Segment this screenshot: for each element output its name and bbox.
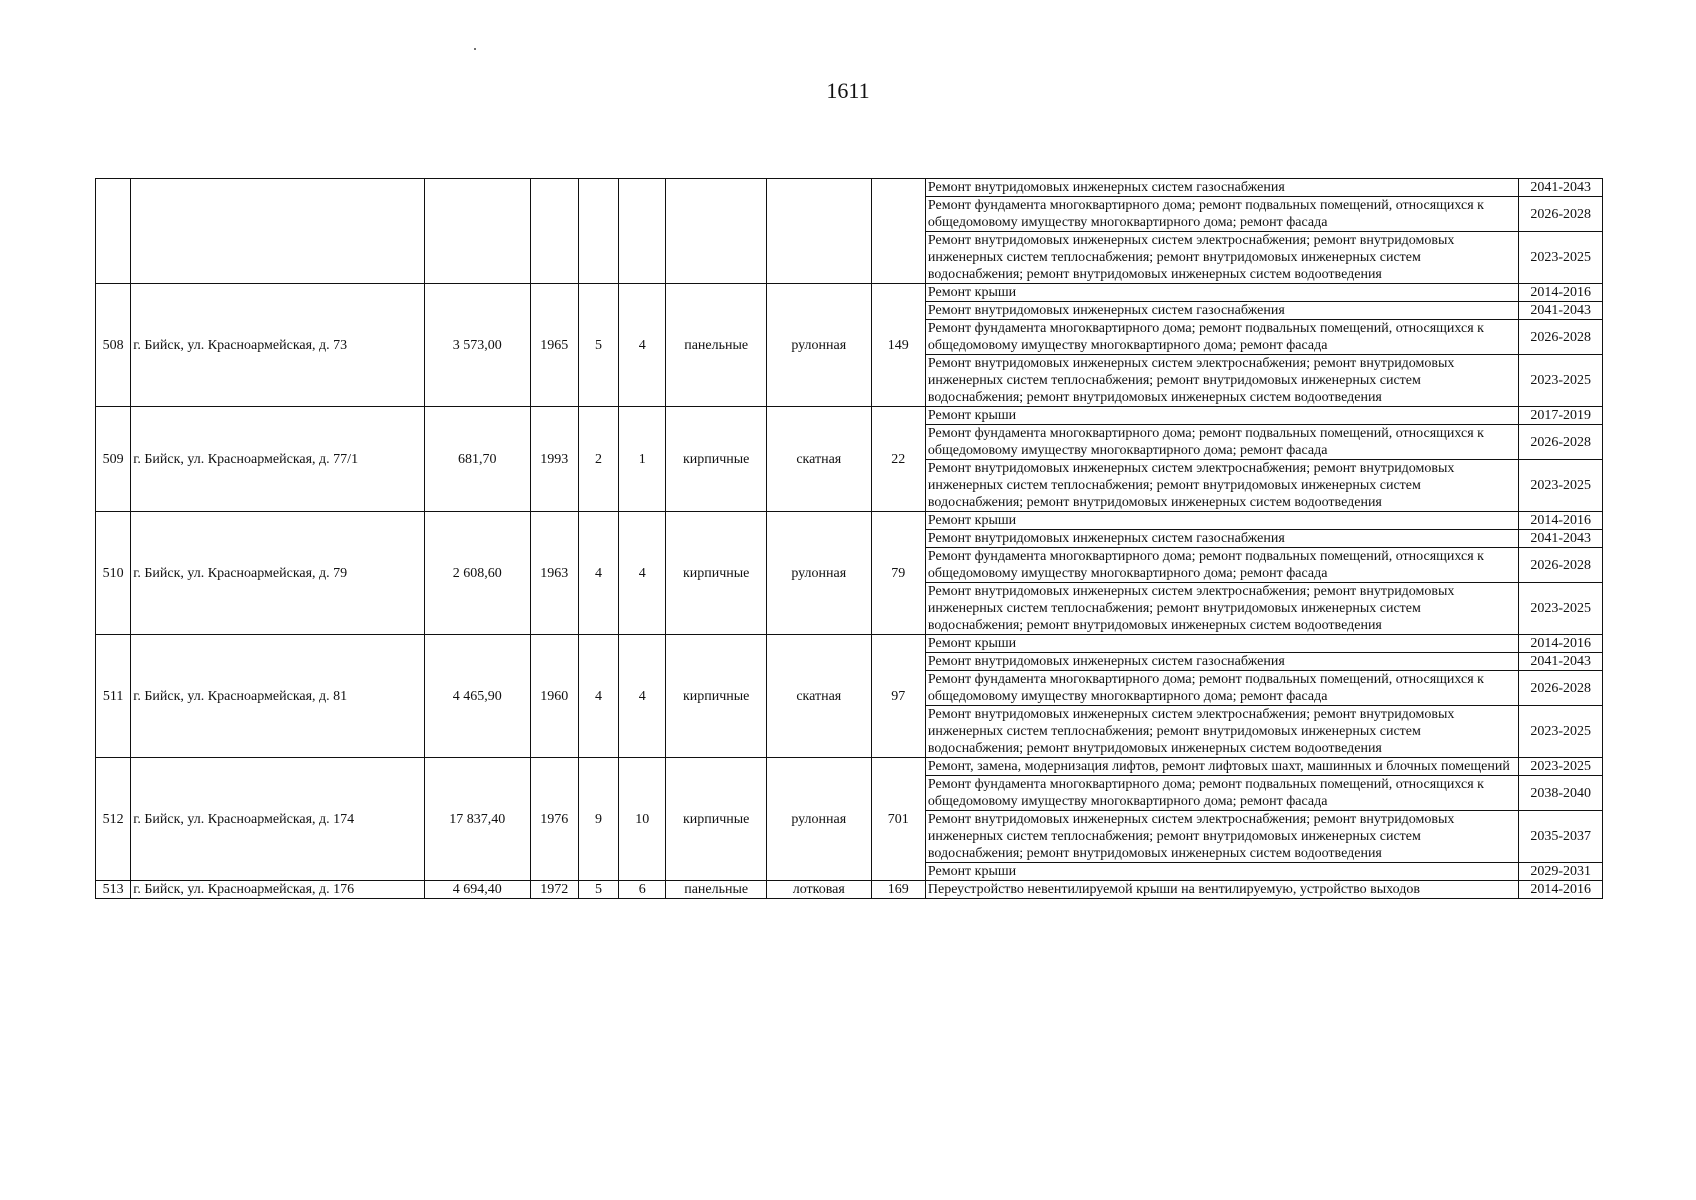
- building-number: 508: [96, 284, 131, 407]
- building-number: 509: [96, 407, 131, 512]
- work-description: Ремонт внутридомовых инженерных систем газоснабжения: [925, 653, 1519, 671]
- table-body: [96, 179, 1603, 899]
- work-period: 2035-2037: [1519, 811, 1603, 863]
- scan-speck: [474, 48, 476, 50]
- wall-material: кирпичные: [666, 758, 767, 881]
- building-year: 1976: [530, 758, 578, 881]
- table-row: [96, 512, 1603, 530]
- roof-type: рулонная: [766, 758, 871, 881]
- residents-count: 79: [871, 512, 925, 635]
- work-period: 2023-2025: [1519, 355, 1603, 407]
- work-description: Ремонт фундамента многоквартирного дома; ремонт подвальных помещений, относящихся к общедомовому имуществу многоквартирного дома; ремонт фасада: [925, 197, 1519, 232]
- building-address: г. Бийск, ул. Красноармейская, д. 174: [131, 758, 425, 881]
- work-period: 2041-2043: [1519, 179, 1603, 197]
- building-area: 3 573,00: [424, 284, 530, 407]
- building-year: 1993: [530, 407, 578, 512]
- building-address: г. Бийск, ул. Красноармейская, д. 176: [131, 881, 425, 899]
- work-period: 2026-2028: [1519, 425, 1603, 460]
- building-address: г. Бийск, ул. Красноармейская, д. 79: [131, 512, 425, 635]
- work-description: Ремонт внутридомовых инженерных систем электроснабжения; ремонт внутридомовых инженерных систем теплоснабжения; ремонт внутридомовых инженерных систем водоснабжения; ремонт внутридомовых инженерных систем водоотведения: [925, 811, 1519, 863]
- building-number: [96, 179, 131, 284]
- roof-type: скатная: [766, 635, 871, 758]
- work-period: 2041-2043: [1519, 302, 1603, 320]
- building-year: 1963: [530, 512, 578, 635]
- building-area: 4 465,90: [424, 635, 530, 758]
- building-area: 17 837,40: [424, 758, 530, 881]
- table-row: [96, 179, 1603, 197]
- wall-material: [666, 179, 767, 284]
- work-description: Ремонт внутридомовых инженерных систем газоснабжения: [925, 179, 1519, 197]
- work-period: 2029-2031: [1519, 863, 1603, 881]
- residents-count: 169: [871, 881, 925, 899]
- wall-material: кирпичные: [666, 512, 767, 635]
- roof-type: рулонная: [766, 284, 871, 407]
- building-floors: 9: [578, 758, 618, 881]
- work-period: 2014-2016: [1519, 284, 1603, 302]
- work-description: Ремонт крыши: [925, 635, 1519, 653]
- wall-material: панельные: [666, 284, 767, 407]
- building-entrances: 4: [619, 635, 666, 758]
- page-number: 1611: [826, 78, 870, 103]
- work-period: 2017-2019: [1519, 407, 1603, 425]
- building-year: 1972: [530, 881, 578, 899]
- work-description: Ремонт крыши: [925, 284, 1519, 302]
- roof-type: рулонная: [766, 512, 871, 635]
- building-number: 510: [96, 512, 131, 635]
- building-entrances: 1: [619, 407, 666, 512]
- building-floors: 4: [578, 512, 618, 635]
- roof-type: [766, 179, 871, 284]
- table-row: [96, 758, 1603, 776]
- building-floors: 5: [578, 284, 618, 407]
- table-row: [96, 635, 1603, 653]
- building-number: 513: [96, 881, 131, 899]
- building-entrances: 4: [619, 284, 666, 407]
- roof-type: лотковая: [766, 881, 871, 899]
- wall-material: панельные: [666, 881, 767, 899]
- work-description: Ремонт фундамента многоквартирного дома; ремонт подвальных помещений, относящихся к общедомовому имуществу многоквартирного дома; ремонт фасада: [925, 548, 1519, 583]
- work-period: 2026-2028: [1519, 320, 1603, 355]
- building-area: 2 608,60: [424, 512, 530, 635]
- building-address: [131, 179, 425, 284]
- work-period: 2026-2028: [1519, 197, 1603, 232]
- building-floors: 5: [578, 881, 618, 899]
- work-description: Ремонт фундамента многоквартирного дома; ремонт подвальных помещений, относящихся к общедомовому имуществу многоквартирного дома; ремонт фасада: [925, 671, 1519, 706]
- work-description: Ремонт внутридомовых инженерных систем электроснабжения; ремонт внутридомовых инженерных систем теплоснабжения; ремонт внутридомовых инженерных систем водоснабжения; ремонт внутридомовых инженерных систем водоотведения: [925, 232, 1519, 284]
- residents-count: 701: [871, 758, 925, 881]
- building-year: [530, 179, 578, 284]
- work-period: 2023-2025: [1519, 583, 1603, 635]
- work-period: 2026-2028: [1519, 548, 1603, 583]
- building-floors: 2: [578, 407, 618, 512]
- work-description: Ремонт крыши: [925, 512, 1519, 530]
- residents-count: 97: [871, 635, 925, 758]
- roof-type: скатная: [766, 407, 871, 512]
- residents-count: 149: [871, 284, 925, 407]
- building-entrances: [619, 179, 666, 284]
- residents-count: [871, 179, 925, 284]
- table-row: [96, 284, 1603, 302]
- work-description: Ремонт фундамента многоквартирного дома; ремонт подвальных помещений, относящихся к общедомовому имуществу многоквартирного дома; ремонт фасада: [925, 776, 1519, 811]
- building-floors: [578, 179, 618, 284]
- work-period: 2023-2025: [1519, 706, 1603, 758]
- building-address: г. Бийск, ул. Красноармейская, д. 81: [131, 635, 425, 758]
- table-row: [96, 881, 1603, 899]
- building-year: 1965: [530, 284, 578, 407]
- work-description: Ремонт внутридомовых инженерных систем газоснабжения: [925, 530, 1519, 548]
- wall-material: кирпичные: [666, 407, 767, 512]
- work-description: Переустройство невентилируемой крыши на вентилируемую, устройство выходов: [925, 881, 1519, 899]
- work-period: 2023-2025: [1519, 758, 1603, 776]
- work-description: Ремонт внутридомовых инженерных систем электроснабжения; ремонт внутридомовых инженерных систем теплоснабжения; ремонт внутридомовых инженерных систем водоснабжения; ремонт внутридомовых инженерных систем водоотведения: [925, 460, 1519, 512]
- building-entrances: 6: [619, 881, 666, 899]
- work-period: 2023-2025: [1519, 232, 1603, 284]
- work-period: 2023-2025: [1519, 460, 1603, 512]
- work-description: Ремонт, замена, модернизация лифтов, ремонт лифтовых шахт, машинных и блочных помещений: [925, 758, 1519, 776]
- building-year: 1960: [530, 635, 578, 758]
- residents-count: 22: [871, 407, 925, 512]
- work-description: Ремонт внутридомовых инженерных систем газоснабжения: [925, 302, 1519, 320]
- building-area: 681,70: [424, 407, 530, 512]
- work-description: Ремонт внутридомовых инженерных систем электроснабжения; ремонт внутридомовых инженерных систем теплоснабжения; ремонт внутридомовых инженерных систем водоснабжения; ремонт внутридомовых инженерных систем водоотведения: [925, 583, 1519, 635]
- work-period: 2026-2028: [1519, 671, 1603, 706]
- work-period: 2041-2043: [1519, 653, 1603, 671]
- building-entrances: 4: [619, 512, 666, 635]
- work-period: 2014-2016: [1519, 635, 1603, 653]
- building-address: г. Бийск, ул. Красноармейская, д. 77/1: [131, 407, 425, 512]
- work-description: Ремонт внутридомовых инженерных систем электроснабжения; ремонт внутридомовых инженерных систем теплоснабжения; ремонт внутридомовых инженерных систем водоснабжения; ремонт внутридомовых инженерных систем водоотведения: [925, 706, 1519, 758]
- building-area: 4 694,40: [424, 881, 530, 899]
- work-period: 2014-2016: [1519, 881, 1603, 899]
- wall-material: кирпичные: [666, 635, 767, 758]
- building-address: г. Бийск, ул. Красноармейская, д. 73: [131, 284, 425, 407]
- work-description: Ремонт крыши: [925, 863, 1519, 881]
- work-description: Ремонт крыши: [925, 407, 1519, 425]
- work-description: Ремонт внутридомовых инженерных систем электроснабжения; ремонт внутридомовых инженерных систем теплоснабжения; ремонт внутридомовых инженерных систем водоснабжения; ремонт внутридомовых инженерных систем водоотведения: [925, 355, 1519, 407]
- table-row: [96, 407, 1603, 425]
- work-period: 2041-2043: [1519, 530, 1603, 548]
- work-description: Ремонт фундамента многоквартирного дома; ремонт подвальных помещений, относящихся к общедомовому имуществу многоквартирного дома; ремонт фасада: [925, 425, 1519, 460]
- building-entrances: 10: [619, 758, 666, 881]
- building-number: 511: [96, 635, 131, 758]
- work-period: 2014-2016: [1519, 512, 1603, 530]
- building-area: [424, 179, 530, 284]
- work-period: 2038-2040: [1519, 776, 1603, 811]
- building-floors: 4: [578, 635, 618, 758]
- buildings-table: [95, 178, 1603, 899]
- work-description: Ремонт фундамента многоквартирного дома; ремонт подвальных помещений, относящихся к общедомовому имуществу многоквартирного дома; ремонт фасада: [925, 320, 1519, 355]
- building-number: 512: [96, 758, 131, 881]
